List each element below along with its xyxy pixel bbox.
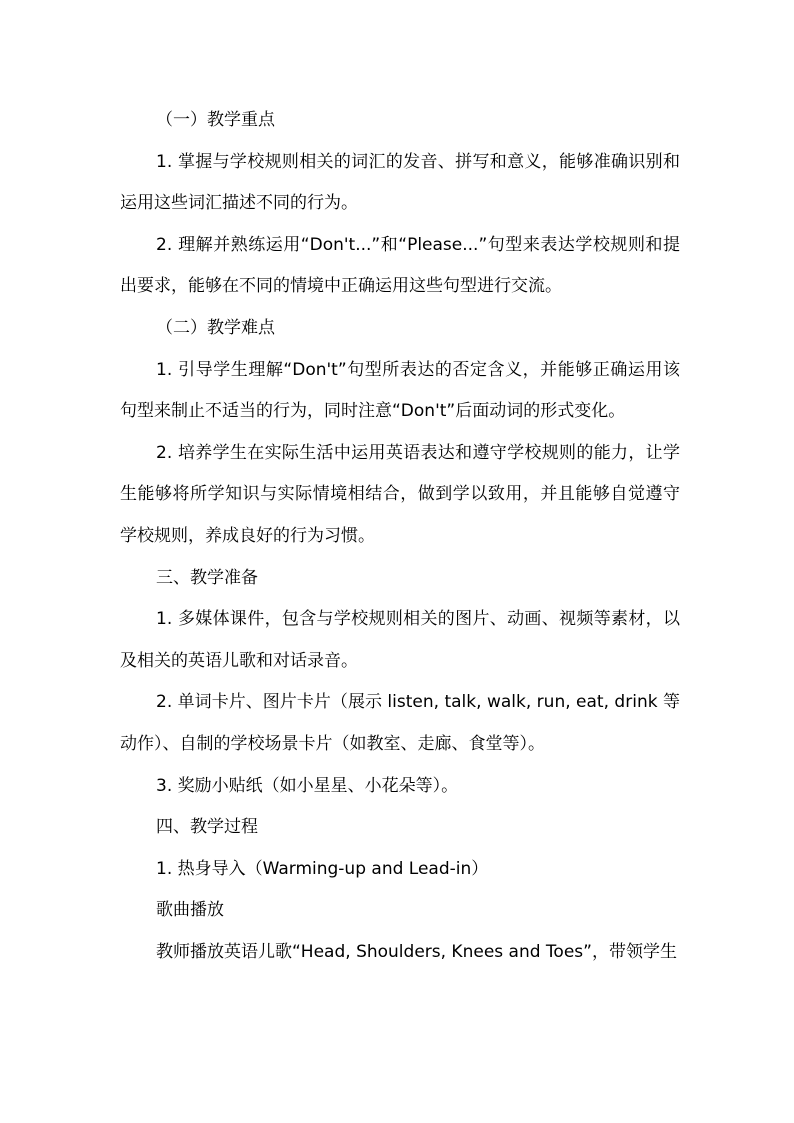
- section-heading-teaching-difficulty: （二）教学难点: [156, 317, 275, 338]
- section-heading-teaching-process: 四、教学过程: [156, 817, 258, 838]
- focus-item-2: 2. 理解并熟练运用“Don't...”和“Please...”句型来表达学校规则和提出要求，能够在不同的情境中正确运用这些句型进行交流。: [120, 234, 680, 297]
- process-step-1-heading: 1. 热身导入（Warming-up and Lead-in）: [156, 858, 489, 879]
- preparation-item-2: 2. 单词卡片、图片卡片（展示 listen, talk, walk, run, eat, drink 等动作）、自制的学校场景卡片（如教室、走廊、食堂等）。: [120, 692, 680, 754]
- focus-item-1: 1. 掌握与学校规则相关的词汇的发音、拼写和意义，能够准确识别和运用这些词汇描述不同的行为。: [120, 151, 680, 214]
- process-song-description: 教师播放英语儿歌“Head, Shoulders, Knees and Toes”，带领学生: [156, 941, 677, 962]
- section-heading-teaching-preparation: 三、教学准备: [156, 567, 258, 588]
- process-subheading-song: 歌曲播放: [156, 900, 224, 921]
- section-heading-teaching-focus: （一）教学重点: [156, 110, 275, 130]
- difficulty-item-2: 2. 培养学生在实际生活中运用英语表达和遵守学校规则的能力，让学生能够将所学知识与实际情境相结合，做到学以致用，并且能够自觉遵守学校规则，养成良好的行为习惯。: [120, 442, 680, 546]
- difficulty-item-1: 1. 引导学生理解“Don't”句型所表达的否定含义，并能够正确运用该句型来制止不适当的行为，同时注意“Don't”后面动词的形式变化。: [120, 359, 680, 422]
- preparation-item-3: 3. 奖励小贴纸（如小星星、小花朵等）。: [156, 775, 459, 796]
- document-body: [120, 100, 680, 973]
- preparation-item-1: 1. 多媒体课件，包含与学校规则相关的图片、动画、视频等素材，以及相关的英语儿歌和对话录音。: [120, 609, 680, 671]
